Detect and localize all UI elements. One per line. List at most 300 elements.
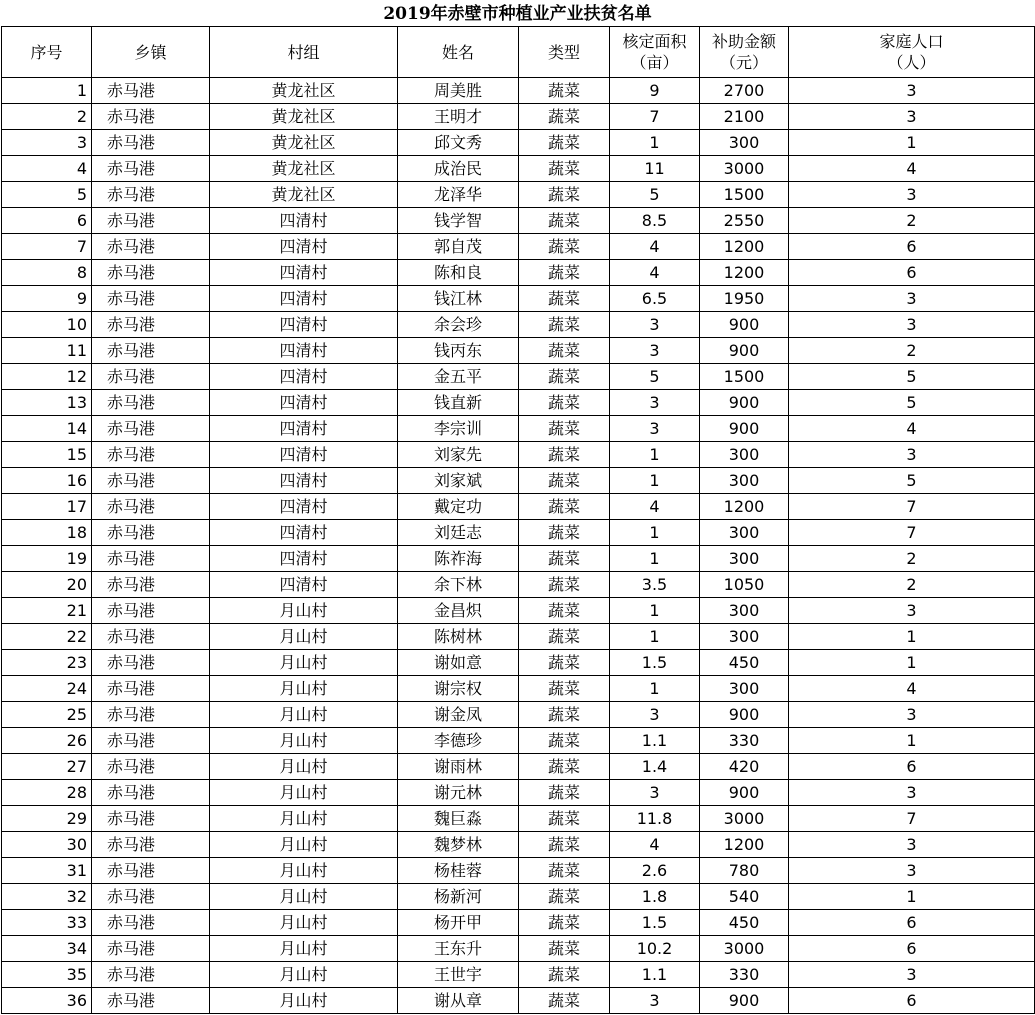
cell-type[interactable]: 蔬菜 [519, 338, 610, 364]
cell-amount[interactable]: 1950 [700, 286, 789, 312]
cell-amount[interactable]: 450 [700, 650, 789, 676]
header-name[interactable] [398, 27, 519, 78]
cell-type[interactable]: 蔬菜 [519, 494, 610, 520]
cell-village[interactable]: 月山村 [210, 884, 398, 910]
cell-amount[interactable]: 900 [700, 390, 789, 416]
cell-type[interactable]: 蔬菜 [519, 988, 610, 1014]
cell-amount[interactable]: 1200 [700, 234, 789, 260]
cell-village[interactable]: 四清村 [210, 234, 398, 260]
cell-index[interactable]: 21 [2, 598, 92, 624]
cell-name[interactable]: 谢如意 [398, 650, 519, 676]
cell-family[interactable]: 3 [789, 832, 1035, 858]
cell-type[interactable]: 蔬菜 [519, 364, 610, 390]
cell-index[interactable]: 10 [2, 312, 92, 338]
cell-family[interactable]: 5 [789, 390, 1035, 416]
cell-family[interactable]: 3 [789, 962, 1035, 988]
cell-type[interactable]: 蔬菜 [519, 156, 610, 182]
cell-index[interactable]: 23 [2, 650, 92, 676]
cell-family[interactable]: 3 [789, 702, 1035, 728]
cell-town[interactable]: 赤马港 [92, 832, 210, 858]
cell-town[interactable]: 赤马港 [92, 338, 210, 364]
cell-amount[interactable]: 780 [700, 858, 789, 884]
cell-area[interactable]: 5 [610, 182, 700, 208]
cell-area[interactable]: 3 [610, 988, 700, 1014]
cell-amount[interactable]: 2550 [700, 208, 789, 234]
cell-area[interactable]: 1 [610, 520, 700, 546]
cell-town[interactable]: 赤马港 [92, 286, 210, 312]
cell-amount[interactable]: 3000 [700, 806, 789, 832]
cell-town[interactable]: 赤马港 [92, 728, 210, 754]
cell-index[interactable]: 7 [2, 234, 92, 260]
cell-village[interactable]: 四清村 [210, 572, 398, 598]
cell-name[interactable]: 余会珍 [398, 312, 519, 338]
cell-town[interactable]: 赤马港 [92, 676, 210, 702]
cell-village[interactable]: 黄龙社区 [210, 182, 398, 208]
cell-village[interactable]: 月山村 [210, 650, 398, 676]
cell-name[interactable]: 成治民 [398, 156, 519, 182]
cell-amount[interactable]: 330 [700, 728, 789, 754]
cell-village[interactable]: 黄龙社区 [210, 104, 398, 130]
cell-village[interactable]: 四清村 [210, 468, 398, 494]
cell-name[interactable]: 李德珍 [398, 728, 519, 754]
cell-name[interactable]: 邱文秀 [398, 130, 519, 156]
cell-town[interactable]: 赤马港 [92, 234, 210, 260]
cell-type[interactable]: 蔬菜 [519, 858, 610, 884]
cell-area[interactable]: 3 [610, 780, 700, 806]
cell-area[interactable]: 1.1 [610, 728, 700, 754]
cell-name[interactable]: 余下林 [398, 572, 519, 598]
cell-index[interactable]: 25 [2, 702, 92, 728]
cell-type[interactable]: 蔬菜 [519, 78, 610, 104]
cell-town[interactable]: 赤马港 [92, 442, 210, 468]
cell-name[interactable]: 魏梦林 [398, 832, 519, 858]
cell-type[interactable]: 蔬菜 [519, 286, 610, 312]
cell-village[interactable]: 四清村 [210, 260, 398, 286]
cell-town[interactable]: 赤马港 [92, 208, 210, 234]
cell-town[interactable]: 赤马港 [92, 546, 210, 572]
cell-family[interactable]: 3 [789, 78, 1035, 104]
cell-name[interactable]: 陈和良 [398, 260, 519, 286]
cell-name[interactable]: 杨新河 [398, 884, 519, 910]
cell-name[interactable]: 郭自茂 [398, 234, 519, 260]
cell-index[interactable]: 15 [2, 442, 92, 468]
cell-amount[interactable]: 300 [700, 442, 789, 468]
cell-index[interactable]: 36 [2, 988, 92, 1014]
cell-index[interactable]: 3 [2, 130, 92, 156]
cell-area[interactable]: 1.5 [610, 910, 700, 936]
cell-town[interactable]: 赤马港 [92, 260, 210, 286]
cell-name[interactable]: 刘廷志 [398, 520, 519, 546]
cell-name[interactable]: 刘家斌 [398, 468, 519, 494]
cell-village[interactable]: 四清村 [210, 286, 398, 312]
cell-village[interactable]: 四清村 [210, 520, 398, 546]
cell-type[interactable]: 蔬菜 [519, 390, 610, 416]
cell-family[interactable]: 6 [789, 754, 1035, 780]
cell-family[interactable]: 1 [789, 884, 1035, 910]
cell-index[interactable]: 12 [2, 364, 92, 390]
cell-village[interactable]: 月山村 [210, 936, 398, 962]
cell-amount[interactable]: 1500 [700, 364, 789, 390]
cell-area[interactable]: 3.5 [610, 572, 700, 598]
cell-town[interactable]: 赤马港 [92, 884, 210, 910]
cell-type[interactable]: 蔬菜 [519, 702, 610, 728]
cell-family[interactable]: 1 [789, 130, 1035, 156]
cell-area[interactable]: 1 [610, 546, 700, 572]
cell-town[interactable]: 赤马港 [92, 312, 210, 338]
cell-amount[interactable]: 300 [700, 546, 789, 572]
cell-area[interactable]: 6.5 [610, 286, 700, 312]
cell-index[interactable]: 1 [2, 78, 92, 104]
cell-village[interactable]: 月山村 [210, 832, 398, 858]
cell-village[interactable]: 四清村 [210, 312, 398, 338]
cell-town[interactable]: 赤马港 [92, 156, 210, 182]
cell-town[interactable]: 赤马港 [92, 182, 210, 208]
cell-name[interactable]: 谢元林 [398, 780, 519, 806]
header-type[interactable] [519, 27, 610, 78]
cell-area[interactable]: 10.2 [610, 936, 700, 962]
cell-name[interactable]: 谢金凤 [398, 702, 519, 728]
cell-family[interactable]: 4 [789, 676, 1035, 702]
cell-amount[interactable]: 2700 [700, 78, 789, 104]
cell-village[interactable]: 月山村 [210, 962, 398, 988]
cell-family[interactable]: 6 [789, 988, 1035, 1014]
cell-village[interactable]: 月山村 [210, 624, 398, 650]
cell-amount[interactable]: 300 [700, 676, 789, 702]
cell-area[interactable]: 3 [610, 338, 700, 364]
cell-index[interactable]: 19 [2, 546, 92, 572]
cell-family[interactable]: 3 [789, 286, 1035, 312]
cell-area[interactable]: 4 [610, 260, 700, 286]
cell-family[interactable]: 3 [789, 312, 1035, 338]
cell-amount[interactable]: 900 [700, 702, 789, 728]
cell-name[interactable]: 钱直新 [398, 390, 519, 416]
cell-index[interactable]: 29 [2, 806, 92, 832]
cell-amount[interactable]: 1500 [700, 182, 789, 208]
cell-family[interactable]: 6 [789, 910, 1035, 936]
cell-family[interactable]: 3 [789, 104, 1035, 130]
cell-amount[interactable]: 3000 [700, 936, 789, 962]
cell-name[interactable]: 谢宗权 [398, 676, 519, 702]
cell-village[interactable]: 月山村 [210, 910, 398, 936]
cell-village[interactable]: 四清村 [210, 390, 398, 416]
cell-area[interactable]: 2.6 [610, 858, 700, 884]
cell-area[interactable]: 1.8 [610, 884, 700, 910]
cell-amount[interactable]: 540 [700, 884, 789, 910]
cell-family[interactable]: 7 [789, 806, 1035, 832]
cell-index[interactable]: 31 [2, 858, 92, 884]
cell-town[interactable]: 赤马港 [92, 572, 210, 598]
cell-amount[interactable]: 1200 [700, 494, 789, 520]
cell-amount[interactable]: 1050 [700, 572, 789, 598]
cell-family[interactable]: 1 [789, 650, 1035, 676]
table-row [2, 936, 1035, 962]
cell-type[interactable]: 蔬菜 [519, 650, 610, 676]
cell-amount[interactable]: 420 [700, 754, 789, 780]
cell-index[interactable]: 14 [2, 416, 92, 442]
cell-type[interactable]: 蔬菜 [519, 104, 610, 130]
header-family[interactable] [789, 27, 1035, 78]
cell-village[interactable]: 月山村 [210, 676, 398, 702]
cell-type[interactable]: 蔬菜 [519, 234, 610, 260]
cell-village[interactable]: 月山村 [210, 754, 398, 780]
cell-name[interactable]: 钱江林 [398, 286, 519, 312]
cell-index[interactable]: 11 [2, 338, 92, 364]
cell-amount[interactable]: 900 [700, 988, 789, 1014]
cell-name[interactable]: 周美胜 [398, 78, 519, 104]
cell-type[interactable]: 蔬菜 [519, 806, 610, 832]
cell-type[interactable]: 蔬菜 [519, 910, 610, 936]
cell-area[interactable]: 5 [610, 364, 700, 390]
header-index[interactable] [2, 27, 92, 78]
cell-town[interactable]: 赤马港 [92, 78, 210, 104]
cell-index[interactable]: 24 [2, 676, 92, 702]
cell-index[interactable]: 34 [2, 936, 92, 962]
cell-amount[interactable]: 300 [700, 624, 789, 650]
cell-village[interactable]: 黄龙社区 [210, 156, 398, 182]
cell-town[interactable]: 赤马港 [92, 520, 210, 546]
cell-area[interactable]: 4 [610, 832, 700, 858]
cell-town[interactable]: 赤马港 [92, 988, 210, 1014]
cell-family[interactable]: 7 [789, 494, 1035, 520]
cell-index[interactable]: 2 [2, 104, 92, 130]
cell-area[interactable]: 3 [610, 312, 700, 338]
cell-area[interactable]: 1.1 [610, 962, 700, 988]
cell-amount[interactable]: 450 [700, 910, 789, 936]
cell-family[interactable]: 2 [789, 338, 1035, 364]
cell-index[interactable]: 30 [2, 832, 92, 858]
cell-type[interactable]: 蔬菜 [519, 884, 610, 910]
cell-family[interactable]: 4 [789, 156, 1035, 182]
cell-name[interactable]: 王世宇 [398, 962, 519, 988]
cell-type[interactable]: 蔬菜 [519, 546, 610, 572]
cell-village[interactable]: 四清村 [210, 208, 398, 234]
cell-area[interactable]: 8.5 [610, 208, 700, 234]
cell-village[interactable]: 月山村 [210, 702, 398, 728]
cell-amount[interactable]: 2100 [700, 104, 789, 130]
cell-area[interactable]: 4 [610, 494, 700, 520]
cell-name[interactable]: 杨桂蓉 [398, 858, 519, 884]
cell-area[interactable]: 7 [610, 104, 700, 130]
cell-index[interactable]: 20 [2, 572, 92, 598]
cell-name[interactable]: 李宗训 [398, 416, 519, 442]
cell-type[interactable]: 蔬菜 [519, 598, 610, 624]
cell-town[interactable]: 赤马港 [92, 650, 210, 676]
header-family-unit: （人） [887, 53, 936, 72]
cell-index[interactable]: 13 [2, 390, 92, 416]
cell-amount[interactable]: 300 [700, 520, 789, 546]
cell-village[interactable]: 月山村 [210, 780, 398, 806]
cell-area[interactable]: 3 [610, 702, 700, 728]
cell-index[interactable]: 35 [2, 962, 92, 988]
cell-village[interactable]: 黄龙社区 [210, 78, 398, 104]
cell-name[interactable]: 陈树林 [398, 624, 519, 650]
cell-type[interactable]: 蔬菜 [519, 754, 610, 780]
cell-area[interactable]: 11 [610, 156, 700, 182]
table-row [2, 442, 1035, 468]
cell-family[interactable]: 3 [789, 442, 1035, 468]
cell-village[interactable]: 四清村 [210, 442, 398, 468]
cell-town[interactable]: 赤马港 [92, 806, 210, 832]
cell-town[interactable]: 赤马港 [92, 936, 210, 962]
cell-family[interactable]: 6 [789, 260, 1035, 286]
cell-name[interactable]: 王明才 [398, 104, 519, 130]
cell-town[interactable]: 赤马港 [92, 910, 210, 936]
cell-name[interactable]: 陈祚海 [398, 546, 519, 572]
cell-type[interactable]: 蔬菜 [519, 624, 610, 650]
cell-amount[interactable]: 1200 [700, 260, 789, 286]
cell-name[interactable]: 刘家先 [398, 442, 519, 468]
cell-family[interactable]: 5 [789, 468, 1035, 494]
cell-area[interactable]: 1.4 [610, 754, 700, 780]
cell-type[interactable]: 蔬菜 [519, 962, 610, 988]
cell-amount[interactable]: 300 [700, 468, 789, 494]
cell-index[interactable]: 17 [2, 494, 92, 520]
cell-name[interactable]: 金昌炽 [398, 598, 519, 624]
cell-town[interactable]: 赤马港 [92, 364, 210, 390]
cell-name[interactable]: 钱学智 [398, 208, 519, 234]
cell-area[interactable]: 1 [610, 442, 700, 468]
cell-town[interactable]: 赤马港 [92, 858, 210, 884]
cell-village[interactable]: 月山村 [210, 858, 398, 884]
cell-family[interactable]: 6 [789, 234, 1035, 260]
cell-amount[interactable]: 900 [700, 338, 789, 364]
cell-index[interactable]: 6 [2, 208, 92, 234]
cell-amount[interactable]: 900 [700, 780, 789, 806]
cell-index[interactable]: 26 [2, 728, 92, 754]
cell-name[interactable]: 王东升 [398, 936, 519, 962]
cell-village[interactable]: 月山村 [210, 728, 398, 754]
header-amount[interactable] [700, 27, 789, 78]
cell-town[interactable]: 赤马港 [92, 104, 210, 130]
cell-name[interactable]: 谢雨林 [398, 754, 519, 780]
cell-amount[interactable]: 900 [700, 312, 789, 338]
cell-village[interactable]: 月山村 [210, 988, 398, 1014]
cell-amount[interactable]: 300 [700, 598, 789, 624]
cell-index[interactable]: 8 [2, 260, 92, 286]
cell-town[interactable]: 赤马港 [92, 962, 210, 988]
cell-town[interactable]: 赤马港 [92, 416, 210, 442]
cell-type[interactable]: 蔬菜 [519, 728, 610, 754]
cell-amount[interactable]: 900 [700, 416, 789, 442]
cell-family[interactable]: 6 [789, 936, 1035, 962]
cell-town[interactable]: 赤马港 [92, 494, 210, 520]
cell-area[interactable]: 1 [610, 624, 700, 650]
cell-village[interactable]: 月山村 [210, 598, 398, 624]
cell-family[interactable]: 3 [789, 598, 1035, 624]
cell-type[interactable]: 蔬菜 [519, 572, 610, 598]
cell-area[interactable]: 9 [610, 78, 700, 104]
cell-family[interactable]: 2 [789, 208, 1035, 234]
cell-type[interactable]: 蔬菜 [519, 130, 610, 156]
cell-area[interactable]: 1 [610, 598, 700, 624]
cell-amount[interactable]: 3000 [700, 156, 789, 182]
cell-amount[interactable]: 330 [700, 962, 789, 988]
cell-area[interactable]: 3 [610, 390, 700, 416]
cell-family[interactable]: 3 [789, 182, 1035, 208]
cell-name[interactable]: 戴定功 [398, 494, 519, 520]
cell-family[interactable]: 4 [789, 416, 1035, 442]
cell-index[interactable]: 5 [2, 182, 92, 208]
cell-village[interactable]: 月山村 [210, 806, 398, 832]
cell-index[interactable]: 4 [2, 156, 92, 182]
cell-town[interactable]: 赤马港 [92, 702, 210, 728]
cell-type[interactable]: 蔬菜 [519, 182, 610, 208]
cell-family[interactable]: 3 [789, 780, 1035, 806]
cell-name[interactable]: 杨开甲 [398, 910, 519, 936]
cell-amount[interactable]: 300 [700, 130, 789, 156]
cell-village[interactable]: 四清村 [210, 494, 398, 520]
header-town[interactable] [92, 27, 210, 78]
cell-name[interactable]: 金五平 [398, 364, 519, 390]
cell-village[interactable]: 黄龙社区 [210, 130, 398, 156]
cell-name[interactable]: 钱丙东 [398, 338, 519, 364]
cell-family[interactable]: 5 [789, 364, 1035, 390]
cell-name[interactable]: 魏巨淼 [398, 806, 519, 832]
cell-area[interactable]: 1 [610, 468, 700, 494]
cell-family[interactable]: 1 [789, 728, 1035, 754]
cell-area[interactable]: 1 [610, 676, 700, 702]
cell-town[interactable]: 赤马港 [92, 624, 210, 650]
cell-type[interactable]: 蔬菜 [519, 312, 610, 338]
cell-family[interactable]: 1 [789, 624, 1035, 650]
cell-index[interactable]: 27 [2, 754, 92, 780]
cell-type[interactable]: 蔬菜 [519, 936, 610, 962]
cell-town[interactable]: 赤马港 [92, 468, 210, 494]
cell-type[interactable]: 蔬菜 [519, 260, 610, 286]
cell-type[interactable]: 蔬菜 [519, 676, 610, 702]
cell-type[interactable]: 蔬菜 [519, 442, 610, 468]
cell-village[interactable]: 四清村 [210, 364, 398, 390]
cell-village[interactable]: 四清村 [210, 416, 398, 442]
cell-town[interactable]: 赤马港 [92, 598, 210, 624]
cell-area[interactable]: 1 [610, 130, 700, 156]
cell-type[interactable]: 蔬菜 [519, 208, 610, 234]
cell-index[interactable]: 32 [2, 884, 92, 910]
cell-amount[interactable]: 1200 [700, 832, 789, 858]
cell-family[interactable]: 7 [789, 520, 1035, 546]
cell-name[interactable]: 谢从章 [398, 988, 519, 1014]
cell-index[interactable]: 22 [2, 624, 92, 650]
cell-type[interactable]: 蔬菜 [519, 832, 610, 858]
cell-name[interactable]: 龙泽华 [398, 182, 519, 208]
cell-area[interactable]: 4 [610, 234, 700, 260]
cell-area[interactable]: 3 [610, 416, 700, 442]
cell-type[interactable]: 蔬菜 [519, 416, 610, 442]
header-village[interactable] [210, 27, 398, 78]
cell-village[interactable]: 四清村 [210, 338, 398, 364]
cell-village[interactable]: 四清村 [210, 546, 398, 572]
cell-index[interactable]: 18 [2, 520, 92, 546]
cell-family[interactable]: 2 [789, 572, 1035, 598]
cell-type[interactable]: 蔬菜 [519, 780, 610, 806]
header-area[interactable] [610, 27, 700, 78]
cell-type[interactable]: 蔬菜 [519, 468, 610, 494]
cell-index[interactable]: 16 [2, 468, 92, 494]
cell-town[interactable]: 赤马港 [92, 780, 210, 806]
cell-family[interactable]: 2 [789, 546, 1035, 572]
cell-town[interactable]: 赤马港 [92, 390, 210, 416]
cell-type[interactable]: 蔬菜 [519, 520, 610, 546]
cell-area[interactable]: 1.5 [610, 650, 700, 676]
cell-family[interactable]: 3 [789, 858, 1035, 884]
cell-town[interactable]: 赤马港 [92, 754, 210, 780]
cell-index[interactable]: 9 [2, 286, 92, 312]
cell-index[interactable]: 28 [2, 780, 92, 806]
table-row [2, 546, 1035, 572]
cell-area[interactable]: 11.8 [610, 806, 700, 832]
cell-town[interactable]: 赤马港 [92, 130, 210, 156]
cell-index[interactable]: 33 [2, 910, 92, 936]
